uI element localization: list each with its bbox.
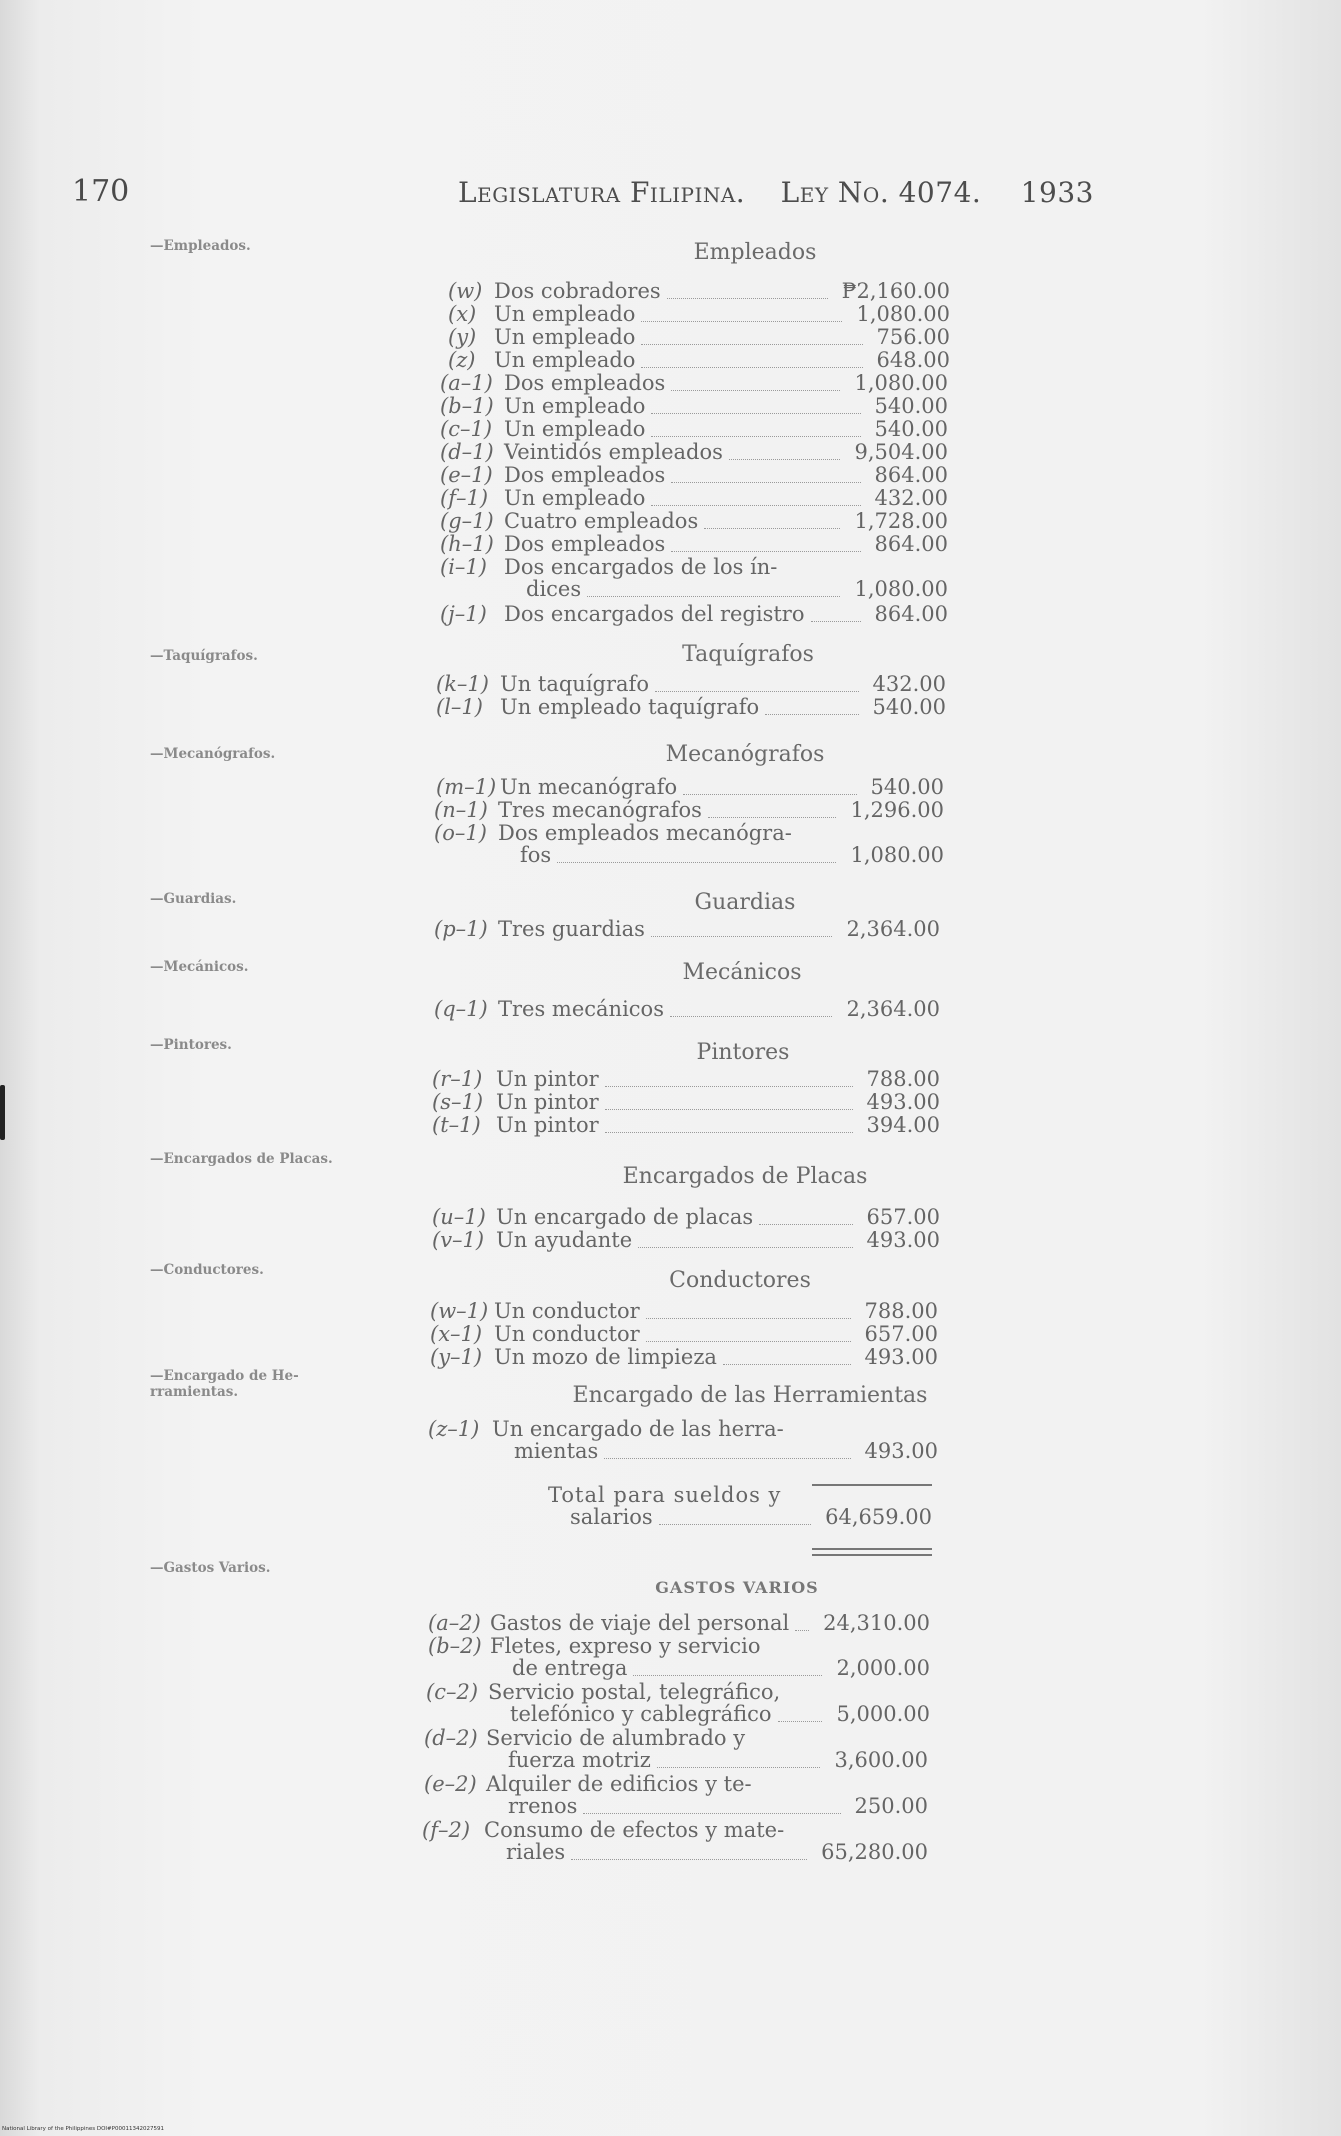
item-description-continued: dices	[526, 577, 582, 601]
item-label: (m–1)	[436, 775, 497, 799]
line-item	[440, 533, 948, 555]
leader-dots	[670, 1016, 832, 1017]
item-label: (x)	[448, 302, 477, 326]
item-description: Servicio postal, telegráfico,	[488, 1680, 781, 1704]
line-item	[436, 696, 946, 718]
item-description-continued: fuerza motriz	[508, 1748, 651, 1772]
item-amount: 1,296.00	[850, 798, 944, 822]
line-item	[448, 326, 950, 348]
line-item	[434, 799, 944, 821]
item-label: (b–2)	[428, 1634, 482, 1658]
item-label: (r–1)	[432, 1067, 483, 1091]
margin-note: —Encargados de Placas.	[150, 1151, 333, 1167]
line-item	[432, 1114, 940, 1136]
leader-dots	[765, 714, 859, 715]
section-heading: GASTOS VARIOS	[655, 1578, 819, 1597]
item-description: Total para sueldos y	[548, 1483, 782, 1507]
item-amount: 540.00	[874, 417, 948, 441]
item-label: (y–1)	[430, 1345, 483, 1369]
line-item	[430, 1346, 938, 1368]
leader-dots	[671, 551, 861, 552]
item-amount: 432.00	[872, 672, 946, 696]
item-description: Alquiler de edificios y te-	[486, 1772, 752, 1796]
item-label: (f–2)	[422, 1818, 471, 1842]
page-number: 170	[72, 174, 130, 209]
item-label: (b–1)	[440, 394, 494, 418]
item-description: Veintidós empleados	[504, 440, 723, 464]
item-amount: 2,364.00	[846, 917, 940, 941]
item-amount: 2,364.00	[846, 997, 940, 1021]
item-description: Un empleado	[494, 348, 636, 372]
running-head-title: Legislatura Filipina.	[458, 176, 746, 209]
item-amount: 2,000.00	[836, 1656, 930, 1680]
section-heading: Pintores	[696, 1040, 790, 1065]
line-item	[422, 1819, 928, 1865]
item-description: Un empleado	[494, 302, 636, 326]
leader-dots	[811, 621, 861, 622]
item-amount: 756.00	[876, 325, 950, 349]
line-item	[432, 1206, 940, 1228]
margin-note: —Encargado de Herramientas.	[150, 1368, 299, 1400]
line-item	[434, 918, 940, 940]
item-amount: 250.00	[854, 1794, 928, 1818]
line-item	[424, 1773, 928, 1819]
leader-dots	[633, 1675, 822, 1676]
item-label: (v–1)	[432, 1228, 485, 1252]
item-label: (z–1)	[428, 1417, 480, 1441]
section-heading: Conductores	[669, 1268, 811, 1293]
item-description: Un empleado	[494, 325, 636, 349]
item-label: (d–1)	[440, 440, 494, 464]
leader-dots	[651, 936, 832, 937]
item-amount: 540.00	[870, 775, 944, 799]
item-description-continued: telefónico y cablegráfico	[510, 1702, 772, 1726]
item-amount: 3,600.00	[834, 1748, 928, 1772]
item-label: (t–1)	[432, 1113, 481, 1137]
leader-dots	[587, 596, 840, 597]
margin-note: —Taquígrafos.	[150, 648, 258, 664]
leader-dots	[605, 1132, 853, 1133]
item-label: (y)	[448, 325, 477, 349]
item-amount: 493.00	[866, 1228, 940, 1252]
item-description: Dos cobradores	[494, 279, 661, 303]
item-amount: 64,659.00	[825, 1505, 932, 1529]
section-heading: Guardias	[694, 890, 796, 915]
leader-dots	[704, 528, 840, 529]
item-label: (e–1)	[440, 463, 493, 487]
line-item	[436, 776, 944, 798]
item-description: Un mecanógrafo	[500, 775, 678, 799]
item-label: (a–1)	[440, 371, 493, 395]
leader-dots	[641, 321, 842, 322]
item-description: Consumo de efectos y mate-	[484, 1818, 785, 1842]
item-description: Un pintor	[496, 1113, 599, 1137]
leader-dots	[604, 1458, 851, 1459]
section-heading: Encargados de Placas	[622, 1164, 868, 1189]
item-amount: 493.00	[864, 1439, 938, 1463]
item-description: Un ayudante	[496, 1228, 633, 1252]
leader-dots	[646, 1341, 851, 1342]
line-item	[432, 1068, 940, 1090]
total-double-rule	[812, 1554, 932, 1556]
item-label: (k–1)	[436, 672, 489, 696]
leader-dots	[583, 1813, 841, 1814]
item-amount: 540.00	[874, 394, 948, 418]
item-label: (x–1)	[430, 1322, 483, 1346]
item-description: Dos encargados del registro	[504, 602, 805, 626]
item-amount: 1,080.00	[854, 371, 948, 395]
line-item	[440, 510, 948, 532]
item-label: (h–1)	[440, 532, 494, 556]
leader-dots	[638, 1247, 853, 1248]
item-label: (c–2)	[426, 1680, 479, 1704]
margin-note: —Guardias.	[150, 891, 237, 907]
line-item	[440, 395, 948, 417]
leader-dots	[651, 436, 861, 437]
item-amount: 1,080.00	[854, 577, 948, 601]
section-heading: Taquígrafos	[682, 642, 814, 667]
leader-dots	[641, 344, 863, 345]
item-amount: 394.00	[866, 1113, 940, 1137]
leader-dots	[571, 1859, 807, 1860]
item-description: Un conductor	[494, 1322, 640, 1346]
leader-dots	[671, 482, 861, 483]
item-amount: 493.00	[866, 1090, 940, 1114]
item-description: Cuatro empleados	[504, 509, 699, 533]
line-item	[448, 303, 950, 325]
scan-edge-mark	[0, 1085, 5, 1140]
leader-dots	[651, 505, 861, 506]
margin-note: —Mecanógrafos.	[150, 746, 276, 762]
item-amount: 1,728.00	[854, 509, 948, 533]
leader-dots	[759, 1224, 853, 1225]
item-label: (j–1)	[440, 602, 487, 626]
margin-note: —Conductores.	[150, 1262, 264, 1278]
item-description: Tres mecánicos	[498, 997, 664, 1021]
item-description: Dos empleados	[504, 532, 666, 556]
item-amount: 5,000.00	[836, 1702, 930, 1726]
running-head-year: 1933	[1020, 176, 1094, 209]
line-item	[440, 418, 948, 440]
item-label: (s–1)	[432, 1090, 484, 1114]
item-description: Un encargado de placas	[496, 1205, 754, 1229]
total-double-rule	[812, 1548, 932, 1550]
item-amount: 9,504.00	[854, 440, 948, 464]
item-description: Un empleado	[504, 417, 646, 441]
leader-dots	[778, 1721, 822, 1722]
item-amount: 788.00	[866, 1067, 940, 1091]
leader-dots	[683, 794, 857, 795]
line-item	[428, 1635, 930, 1681]
item-label: (a–2)	[428, 1611, 481, 1635]
item-description: Un pintor	[496, 1090, 599, 1114]
item-label: (n–1)	[434, 798, 488, 822]
line-item	[434, 822, 944, 868]
item-label: (f–1)	[440, 486, 489, 510]
leader-dots	[659, 1524, 811, 1525]
item-label: (c–1)	[440, 417, 493, 441]
margin-note: —Pintores.	[150, 1037, 232, 1053]
item-amount: 1,080.00	[850, 843, 944, 867]
section-heading: Mecánicos	[682, 960, 802, 985]
line-item	[440, 487, 948, 509]
leader-dots	[729, 459, 840, 460]
line-item	[432, 1229, 940, 1251]
item-amount: 864.00	[874, 602, 948, 626]
item-label: (l–1)	[436, 695, 483, 719]
item-amount: 540.00	[872, 695, 946, 719]
item-description: Un empleado taquígrafo	[500, 695, 760, 719]
line-item	[428, 1418, 938, 1464]
line-item	[428, 1612, 930, 1634]
item-amount: 657.00	[866, 1205, 940, 1229]
margin-note: —Gastos Varios.	[150, 1560, 271, 1576]
leader-dots	[708, 817, 836, 818]
running-head	[458, 176, 1094, 209]
item-description-continued: fos	[520, 843, 552, 867]
item-label: (d–2)	[424, 1726, 478, 1750]
item-amount: 657.00	[864, 1322, 938, 1346]
item-amount: 65,280.00	[821, 1840, 928, 1864]
line-item	[440, 372, 948, 394]
item-description: Un pintor	[496, 1067, 599, 1091]
item-amount: 493.00	[864, 1345, 938, 1369]
item-description-continued: mientas	[514, 1439, 599, 1463]
item-amount: 1,080.00	[856, 302, 950, 326]
leader-dots	[655, 691, 859, 692]
item-description: Un taquígrafo	[500, 672, 649, 696]
item-label: (g–1)	[440, 509, 494, 533]
item-amount: 864.00	[874, 463, 948, 487]
item-label: (z)	[448, 348, 476, 372]
line-item	[440, 556, 948, 602]
item-description: Dos encargados de los ín-	[504, 555, 778, 579]
item-description-continued: riales	[506, 1840, 566, 1864]
item-description: Un empleado	[504, 394, 646, 418]
item-description: Gastos de viaje del personal	[490, 1611, 790, 1635]
leader-dots	[651, 413, 861, 414]
section-heading: Encargado de las Herramientas	[572, 1383, 928, 1408]
line-item	[426, 1681, 930, 1727]
item-description: Dos empleados	[504, 371, 666, 395]
line-item	[440, 464, 948, 486]
item-label: (i–1)	[440, 555, 487, 579]
line-item	[440, 603, 948, 625]
line-item	[424, 1727, 928, 1773]
item-amount: 864.00	[874, 532, 948, 556]
leader-dots	[657, 1767, 820, 1768]
line-item	[448, 280, 950, 302]
subtotal-rule	[812, 1484, 932, 1486]
item-amount: 788.00	[864, 1299, 938, 1323]
line-item	[448, 349, 950, 371]
item-label: (e–2)	[424, 1772, 477, 1796]
item-description: Un encargado de las herra-	[492, 1417, 784, 1441]
item-label: (w–1)	[430, 1299, 489, 1323]
leader-dots	[605, 1086, 853, 1087]
item-label: (q–1)	[434, 997, 488, 1021]
item-amount: ₱2,160.00	[841, 279, 950, 303]
line-item	[436, 673, 946, 695]
item-description: Un mozo de limpieza	[494, 1345, 717, 1369]
item-description-continued: de entrega	[512, 1656, 628, 1680]
leader-dots	[557, 862, 836, 863]
item-amount: 24,310.00	[823, 1611, 930, 1635]
item-label: (o–1)	[434, 821, 487, 845]
item-label: (w)	[448, 279, 483, 303]
leader-dots	[605, 1109, 853, 1110]
leader-dots	[646, 1318, 851, 1319]
item-description: Un conductor	[494, 1299, 640, 1323]
item-label: (p–1)	[434, 917, 488, 941]
item-description: Dos empleados	[504, 463, 666, 487]
line-item	[440, 441, 948, 463]
item-amount: 648.00	[876, 348, 950, 372]
margin-note: —Empleados.	[150, 238, 251, 254]
item-description: Fletes, expreso y servicio	[490, 1634, 761, 1658]
leader-dots	[667, 298, 828, 299]
line-item	[434, 998, 940, 1020]
item-description: Servicio de alumbrado y	[486, 1726, 746, 1750]
item-description: Un empleado	[504, 486, 646, 510]
item-label: (u–1)	[432, 1205, 486, 1229]
margin-note: —Mecánicos.	[150, 959, 249, 975]
line-item	[430, 1323, 938, 1345]
item-description: Dos empleados mecanógra-	[498, 821, 792, 845]
running-head-law: Ley No. 4074.	[780, 176, 982, 209]
footer-credit: National Library of the Philippines DOI#P00011342027591	[2, 2126, 164, 2132]
leader-dots	[671, 390, 840, 391]
leader-dots	[641, 367, 863, 368]
section-heading: Empleados	[693, 240, 817, 265]
item-description-continued: salarios	[570, 1505, 653, 1529]
item-description: Tres mecanógrafos	[498, 798, 702, 822]
leader-dots	[795, 1630, 809, 1631]
line-item	[548, 1484, 932, 1530]
line-item	[432, 1091, 940, 1113]
line-item	[430, 1300, 938, 1322]
leader-dots	[723, 1364, 851, 1365]
item-description-continued: rrenos	[508, 1794, 578, 1818]
item-description: Tres guardias	[498, 917, 645, 941]
section-heading: Mecanógrafos	[665, 742, 825, 767]
item-amount: 432.00	[874, 486, 948, 510]
